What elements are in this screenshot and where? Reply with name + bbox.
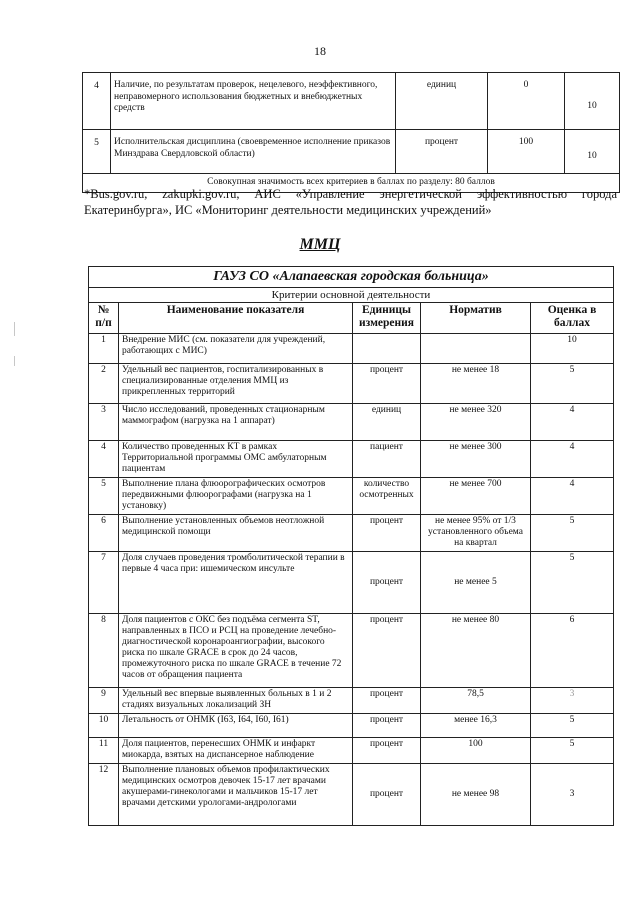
indicator-score: 10 xyxy=(565,73,620,130)
margin-mark xyxy=(14,322,15,336)
indicator-norm: 0 xyxy=(488,73,565,130)
section-title: ММЦ xyxy=(299,236,341,253)
table-row xyxy=(89,478,614,515)
indicator-name: Выполнение плана флюорографических осмотров передвижными флюорографами (нагрузка на 1 установку) xyxy=(119,478,353,515)
indicator-norm: 100 xyxy=(421,738,531,764)
indicator-name: Доля случаев проведения тромболитической терапии в первые 4 часа при: ишемическом инсульте xyxy=(119,552,353,614)
indicator-score: 4 xyxy=(531,478,614,515)
hospital-row xyxy=(89,267,614,288)
indicator-score: 5 xyxy=(531,515,614,552)
indicator-unit: процент xyxy=(353,515,421,552)
header-row xyxy=(89,303,614,334)
indicator-name: Удельный вес пациентов, госпитализированных в специализированные отделения ММЦ из прикрепленных территорий xyxy=(119,364,353,404)
page-number: 18 xyxy=(314,44,326,58)
indicator-unit: единиц xyxy=(396,73,488,130)
indicator-norm: 100 xyxy=(488,130,565,174)
indicator-name: Доля пациентов, перенесших ОНМК и инфаркт миокарда, взятых на диспансерное наблюдение xyxy=(119,738,353,764)
indicator-norm: не менее 700 xyxy=(421,478,531,515)
row-number: 4 xyxy=(89,441,119,478)
row-number: 3 xyxy=(89,404,119,441)
row-number: 12 xyxy=(89,764,119,826)
indicator-score: 6 xyxy=(531,614,614,688)
hospital-name: ГАУЗ СО «Алапаевская городская больница» xyxy=(89,267,614,288)
indicator-norm: менее 16,3 xyxy=(421,714,531,738)
indicator-name: Внедрение МИС (см. показатели для учреждений, работающих с МИС) xyxy=(119,334,353,364)
indicator-norm: не менее 98 xyxy=(421,764,531,826)
indicator-name: Количество проведенных КТ в рамках Территориальной программы ОМС амбулаторным пациентам xyxy=(119,441,353,478)
indicator-unit: количество осмотренных xyxy=(353,478,421,515)
indicator-unit: процент xyxy=(353,688,421,714)
row-number: 9 xyxy=(89,688,119,714)
indicator-norm: не менее 80 xyxy=(421,614,531,688)
footnote xyxy=(84,186,617,218)
indicator-name: Летальность от ОНМК (I63, I64, I60, I61) xyxy=(119,714,353,738)
indicator-score: 5 xyxy=(531,738,614,764)
mmc-criteria-table xyxy=(88,266,614,826)
indicator-unit: процент xyxy=(353,552,421,614)
indicator-unit: процент xyxy=(396,130,488,174)
continued-criteria-table xyxy=(82,72,620,193)
criteria-heading-row xyxy=(89,288,614,303)
indicator-score: 3 xyxy=(531,688,614,714)
row-number: 10 xyxy=(89,714,119,738)
row-number: 1 xyxy=(89,334,119,364)
table-row xyxy=(83,130,620,174)
row-number: 5 xyxy=(83,130,111,174)
table-row xyxy=(89,614,614,688)
indicator-score: 10 xyxy=(565,130,620,174)
indicator-unit: процент xyxy=(353,714,421,738)
indicator-unit: единиц xyxy=(353,404,421,441)
indicator-name: Доля пациентов с ОКС без подъёма сегмента ST, направленных в ПСО и РСЦ на проведение лечебно-диагностической коронароангиографии, высокого риска по шкале GRACE в срок до 24 часов, промежуточного риска по шкале GRACE в течение 72 часов от обращения пациента xyxy=(119,614,353,688)
indicator-unit xyxy=(353,334,421,364)
margin-mark xyxy=(14,356,15,366)
indicator-name: Выполнение плановых объемов профилактических медицинских осмотров девочек 15-17 лет врачами акушерами-гинекологами и мальчиков 15-17 лет врачами детскими урологами-андрологами xyxy=(119,764,353,826)
row-number: 5 xyxy=(89,478,119,515)
indicator-score: 4 xyxy=(531,441,614,478)
indicator-norm: не менее 300 xyxy=(421,441,531,478)
indicator-score: 5 xyxy=(531,714,614,738)
indicator-unit: пациент xyxy=(353,441,421,478)
row-number: 8 xyxy=(89,614,119,688)
indicator-score: 10 xyxy=(531,334,614,364)
indicator-score: 5 xyxy=(531,364,614,404)
summary-text: Совокупная значимость всех критериев в баллах по разделу: 80 баллов xyxy=(83,174,620,193)
table-row xyxy=(89,441,614,478)
table-row xyxy=(83,73,620,130)
row-number: 2 xyxy=(89,364,119,404)
indicator-score: 5 xyxy=(531,552,614,614)
indicator-name: Наличие, по результатам проверок, нецелевого, неэффективного, неправомерного использования бюджетных и внебюджетных средств xyxy=(111,73,396,130)
header-norm: Норматив xyxy=(421,303,531,334)
table-row xyxy=(89,334,614,364)
indicator-unit: процент xyxy=(353,614,421,688)
table-row xyxy=(89,764,614,826)
table-row xyxy=(89,738,614,764)
indicator-unit: процент xyxy=(353,764,421,826)
header-name: Наименование показателя xyxy=(119,303,353,334)
header-unit: Единицы измерения xyxy=(353,303,421,334)
indicator-norm: не менее 320 xyxy=(421,404,531,441)
row-number: 11 xyxy=(89,738,119,764)
table-row xyxy=(89,404,614,441)
table-row xyxy=(89,688,614,714)
footnote-line-2: Екатеринбурга», ИС «Мониторинг деятельности медицинских учреждений» xyxy=(84,203,492,217)
header-score: Оценка в баллах xyxy=(531,303,614,334)
indicator-name: Исполнительская дисциплина (своевременное исполнение приказов Минздрава Свердловской области) xyxy=(111,130,396,174)
indicator-norm: не менее 5 xyxy=(421,552,531,614)
indicator-score: 4 xyxy=(531,404,614,441)
indicator-norm: не менее 95% от 1/3 установленного объема на квартал xyxy=(421,515,531,552)
table-row xyxy=(89,552,614,614)
header-num: № п/п xyxy=(89,303,119,334)
indicator-score: 3 xyxy=(531,764,614,826)
indicator-name: Выполнение установленных объемов неотложной медицинской помощи xyxy=(119,515,353,552)
table-row xyxy=(89,515,614,552)
table-row xyxy=(89,714,614,738)
table-row xyxy=(89,364,614,404)
indicator-norm: 78,5 xyxy=(421,688,531,714)
row-number: 4 xyxy=(83,73,111,130)
row-number: 6 xyxy=(89,515,119,552)
indicator-name: Удельный вес впервые выявленных больных в 1 и 2 стадиях визуальных локализаций ЗН xyxy=(119,688,353,714)
indicator-norm xyxy=(421,334,531,364)
indicator-norm: не менее 18 xyxy=(421,364,531,404)
footnote-line-1: *Bus.gov.ru, zakupki.gov.ru, АИС «Управление энергетической эффективностью города xyxy=(84,187,617,201)
indicator-unit: процент xyxy=(353,364,421,404)
criteria-heading: Критерии основной деятельности xyxy=(89,288,614,303)
indicator-unit: процент xyxy=(353,738,421,764)
indicator-name: Число исследований, проведенных стационарным маммографом (нагрузка на 1 аппарат) xyxy=(119,404,353,441)
row-number: 7 xyxy=(89,552,119,614)
